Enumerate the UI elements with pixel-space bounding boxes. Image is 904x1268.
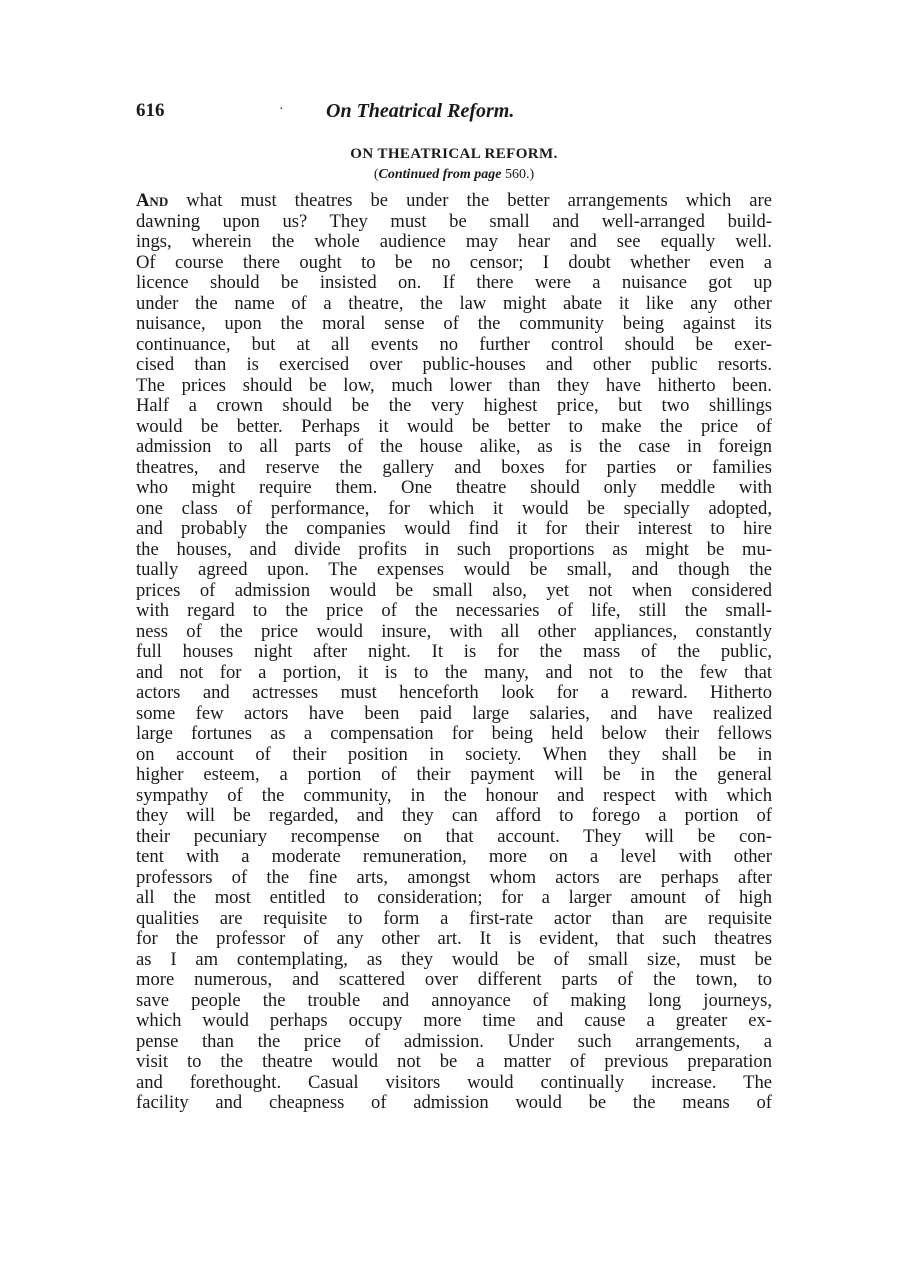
body-line: higher esteem, a portion of their payment will be in the general bbox=[136, 764, 772, 785]
body-line: all the most entitled to consideration; for a larger amount of high bbox=[136, 887, 772, 908]
body-line: for the professor of any other art. It is evident, that such theatres bbox=[136, 928, 772, 949]
body-line: full houses night after night. It is for the mass of the public, bbox=[136, 641, 772, 662]
body-line: would be better. Perhaps it would be better to make the price of bbox=[136, 415, 772, 437]
body-line: with regard to the price of the necessaries of life, still the small- bbox=[136, 600, 772, 621]
body-line: and probably the companies would find it for their interest to hire bbox=[136, 518, 772, 539]
body-line: Of course there ought to be no censor; I doubt whether even a bbox=[136, 251, 772, 273]
running-head bbox=[136, 100, 772, 122]
body-line: as I am contemplating, as they would be of small size, must be bbox=[136, 948, 772, 970]
body-line: theatres, and reserve the gallery and boxes for parties or families bbox=[136, 456, 772, 478]
body-line: Half a crown should be the very highest price, but two shillings bbox=[136, 395, 772, 416]
continued-label: Continued from page bbox=[378, 167, 502, 182]
body-line: on account of their position in society. When they shall be in bbox=[136, 743, 772, 765]
body-line: which would perhaps occupy more time and cause a greater ex- bbox=[136, 1010, 772, 1031]
body-line: save people the trouble and annoyance of making long journeys, bbox=[136, 989, 772, 1011]
drop-word: And bbox=[136, 190, 169, 211]
body-line: their pecuniary recompense on that account. They will be con- bbox=[136, 825, 772, 847]
body-line: large fortunes as a compensation for being held below their fellows bbox=[136, 723, 772, 744]
body-line: facility and cheapness of admission would be the means of bbox=[136, 1092, 772, 1113]
body-line: licence should be insisted on. If there were a nuisance got up bbox=[136, 272, 772, 293]
page-number: 616 bbox=[136, 100, 165, 121]
body-line: cised than is exercised over public-houses and other public resorts. bbox=[136, 354, 772, 375]
body-line: they will be regarded, and they can afford to forego a portion of bbox=[136, 805, 772, 826]
body-line: who might require them. One theatre should only meddle with bbox=[136, 477, 772, 498]
body-line: under the name of a theatre, the law might abate it like any other bbox=[136, 292, 772, 314]
body-line: one class of performance, for which it would be specially adopted, bbox=[136, 497, 772, 519]
body-line: tually agreed upon. The expenses would be small, and though the bbox=[136, 559, 772, 580]
body-line: dawning upon us? They must be small and well-arranged build- bbox=[136, 210, 772, 232]
body-line: sympathy of the community, in the honour and respect with which bbox=[136, 784, 772, 806]
body-line: continuance, but at all events no further control should be exer- bbox=[136, 333, 772, 355]
body-line: more numerous, and scattered over different parts of the town, to bbox=[136, 969, 772, 990]
article-title: ON THEATRICAL REFORM. bbox=[350, 146, 558, 162]
body-line: tent with a moderate remuneration, more on a level with other bbox=[136, 846, 772, 867]
body-line: And what must theatres be under the better arrangements which are bbox=[136, 190, 772, 211]
body-line: ings, wherein the whole audience may hear and see equally well. bbox=[136, 231, 772, 252]
body-line: actors and actresses must henceforth look for a reward. Hitherto bbox=[136, 682, 772, 703]
decorative-dot: · bbox=[279, 102, 284, 117]
body-line: admission to all parts of the house alike, as is the case in foreign bbox=[136, 436, 772, 457]
body-line: visit to the theatre would not be a matter of previous preparation bbox=[136, 1051, 772, 1072]
continued-page: 560 bbox=[504, 167, 526, 182]
body-line: the houses, and divide profits in such proportions as might be mu- bbox=[136, 538, 772, 560]
body-line: ness of the price would insure, with all other appliances, constantly bbox=[136, 620, 772, 642]
body-line: prices of admission would be small also, yet not when considered bbox=[136, 579, 772, 601]
body-line: The prices should be low, much lower than they have hitherto been. bbox=[136, 374, 772, 396]
body-line: and not for a portion, it is to the many, and not to the few that bbox=[136, 661, 772, 683]
body-line: and forethought. Casual visitors would continually increase. The bbox=[136, 1071, 772, 1093]
body-line: nuisance, upon the moral sense of the community being against its bbox=[136, 313, 772, 334]
body-line: pense than the price of admission. Under such arrangements, a bbox=[136, 1030, 772, 1052]
body-line: professors of the fine arts, amongst whom actors are perhaps after bbox=[136, 866, 772, 888]
article-body bbox=[136, 191, 772, 1114]
body-line: some few actors have been paid large salaries, and have realized bbox=[136, 702, 772, 724]
running-title: On Theatrical Reform. bbox=[326, 100, 515, 122]
body-line: qualities are requisite to form a first-rate actor than are requisite bbox=[136, 907, 772, 929]
continued-note: (Continued from page 560.) bbox=[373, 167, 535, 182]
